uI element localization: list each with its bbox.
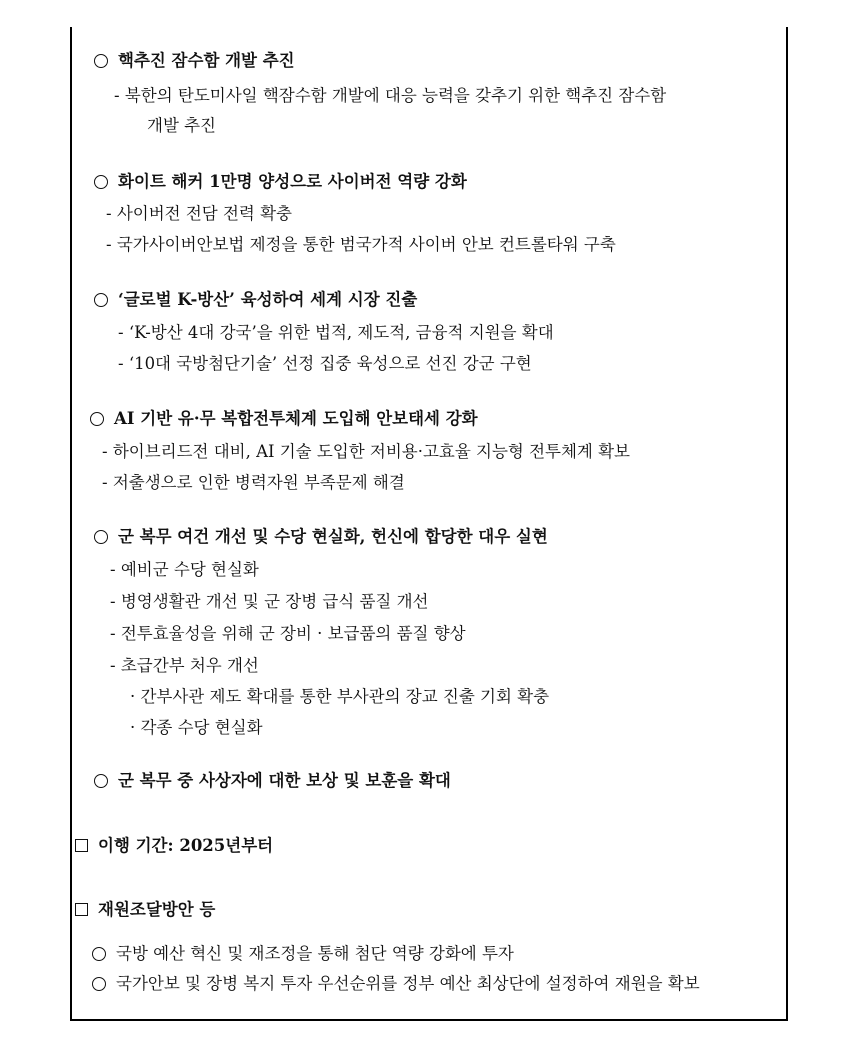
circle-bullet-icon <box>94 530 108 544</box>
circle-bullet-icon <box>94 774 108 788</box>
circle-bullet-icon <box>94 293 108 307</box>
circle-bullet-icon <box>92 947 106 961</box>
square-bullet-icon <box>75 903 88 916</box>
square-bullet-icon <box>75 839 88 852</box>
section-item: - 사이버전 전담 전력 확충 <box>106 204 292 223</box>
section-item: - 전투효율성을 위해 군 장비 · 보급품의 품질 향상 <box>110 624 466 643</box>
section-item-continuation: 개발 추진 <box>147 116 217 135</box>
section-heading-military-service: 군 복무 여건 개선 및 수당 현실화, 헌신에 합당한 대우 실현 <box>94 525 548 549</box>
section-item: - ‘K-방산 4대 강국’을 위한 법적, 제도적, 금융적 지원을 확대 <box>118 323 554 342</box>
section-heading-defense-industry: ‘글로벌 K-방산’ 육성하여 세계 시장 진출 <box>94 288 417 312</box>
section-heading-ai-combat: AI 기반 유·무 복합전투체계 도입해 안보태세 강화 <box>90 407 478 431</box>
section-item: - 하이브리드전 대비, AI 기술 도입한 저비용·고효율 지능형 전투체계 확보 <box>102 442 630 461</box>
section-heading-cyber: 화이트 해커 1만명 양성으로 사이버전 역량 강화 <box>94 170 467 194</box>
section-item: - 초급간부 처우 개선 <box>110 656 259 675</box>
section-subitem: · 각종 수당 현실화 <box>130 718 263 737</box>
section-item: - 북한의 탄도미사일 핵잠수함 개발에 대응 능력을 갖추기 위한 핵추진 잠수함 <box>114 86 667 105</box>
section-item: - 예비군 수당 현실화 <box>110 560 259 579</box>
circle-bullet-icon <box>90 412 104 426</box>
circle-bullet-icon <box>92 977 106 991</box>
funding-item: 국가안보 및 장병 복지 투자 우선순위를 정부 예산 최상단에 설정하여 재원을 확보 <box>92 972 700 996</box>
implementation-period: 이행 기간: 2025년부터 <box>75 834 273 858</box>
section-item: - ‘10대 국방첨단기술’ 선정 집중 육성으로 선진 강군 구현 <box>118 354 532 373</box>
section-item: - 저출생으로 인한 병력자원 부족문제 해결 <box>102 473 405 492</box>
funding-heading: 재원조달방안 등 <box>75 898 215 922</box>
circle-bullet-icon <box>94 175 108 189</box>
section-item: - 국가사이버안보법 제정을 통한 범국가적 사이버 안보 컨트롤타워 구축 <box>106 235 616 254</box>
section-item: - 병영생활관 개선 및 군 장병 급식 품질 개선 <box>110 592 429 611</box>
funding-item: 국방 예산 혁신 및 재조정을 통해 첨단 역량 강화에 투자 <box>92 942 514 966</box>
section-subitem: · 간부사관 제도 확대를 통한 부사관의 장교 진출 기회 확충 <box>130 687 550 706</box>
section-heading-nuclear-submarine: 핵추진 잠수함 개발 추진 <box>94 49 295 73</box>
section-heading-veterans: 군 복무 중 사상자에 대한 보상 및 보훈을 확대 <box>94 769 451 793</box>
circle-bullet-icon <box>94 54 108 68</box>
